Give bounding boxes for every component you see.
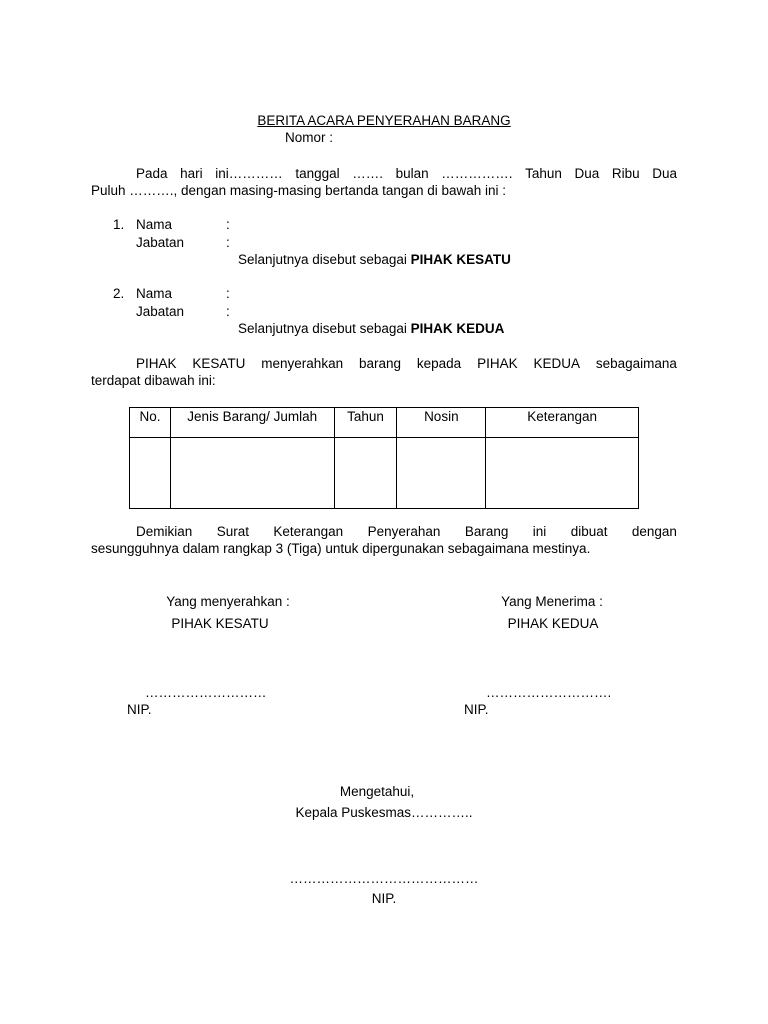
intro-word: hari xyxy=(180,166,203,181)
table-cell-tahun xyxy=(334,438,397,509)
closing-word: Surat xyxy=(216,524,249,539)
party1-jabatan-colon: : xyxy=(226,235,230,250)
table-header-row xyxy=(130,408,639,438)
party2-nama-colon: : xyxy=(226,286,230,301)
closing-word: dibuat xyxy=(570,524,608,539)
transfer-word: KESATU xyxy=(192,356,246,371)
right-nip-label: NIP. xyxy=(464,702,489,717)
intro-word: ……. xyxy=(352,166,383,181)
transfer-line-1 xyxy=(136,355,677,372)
right-signer-role: Yang Menerima : xyxy=(501,594,603,609)
intro-word: ini………… xyxy=(215,166,283,181)
acknowledge-signature-line: …………………………………… xyxy=(289,871,479,886)
party2-nama-label: Nama xyxy=(136,286,173,301)
closing-word: Penyerahan xyxy=(367,524,441,539)
transfer-word: sebagaimana xyxy=(595,356,677,371)
transfer-line-2: terdapat dibawah ini: xyxy=(91,373,216,388)
closing-word: Barang xyxy=(464,524,509,539)
intro-line-2: Puluh ………., dengan masing-masing bertanda tangan di bawah ini : xyxy=(91,183,506,198)
transfer-word: kepada xyxy=(416,356,462,371)
closing-word: Keterangan xyxy=(273,524,344,539)
table-header-no: No. xyxy=(130,408,171,438)
intro-line-1 xyxy=(136,165,677,182)
transfer-word: PIHAK xyxy=(136,356,177,371)
party2-designation-prefix: Selanjutnya disebut sebagai xyxy=(238,321,407,336)
table-header-tahun: Tahun xyxy=(334,408,397,438)
party1-designation xyxy=(238,251,511,268)
items-table xyxy=(129,407,639,509)
document-number-label: Nomor : xyxy=(285,130,334,145)
closing-line-1 xyxy=(136,523,677,540)
intro-word: tanggal xyxy=(295,166,340,181)
acknowledge-label: Mengetahui, xyxy=(339,784,415,799)
party1-designation-prefix: Selanjutnya disebut sebagai xyxy=(238,252,407,267)
table-cell-keterangan xyxy=(486,438,639,509)
right-signer-party: PIHAK KEDUA xyxy=(507,616,599,631)
table-header-jenis-barang: Jenis Barang/ Jumlah xyxy=(170,408,334,438)
acknowledge-nip-label: NIP. xyxy=(371,891,397,906)
intro-word: Tahun xyxy=(525,166,562,181)
left-signer-role: Yang menyerahkan : xyxy=(166,594,290,609)
closing-word: ini xyxy=(532,524,547,539)
party1-designation-name: PIHAK KESATU xyxy=(410,252,511,267)
intro-word: Dua xyxy=(574,166,600,181)
table-cell-jenis-barang xyxy=(170,438,334,509)
intro-word: ……………. xyxy=(441,166,513,181)
table-header-nosin: Nosin xyxy=(397,408,486,438)
transfer-word: menyerahkan xyxy=(261,356,344,371)
table-row xyxy=(130,438,639,509)
closing-line-2: sesungguhnya dalam rangkap 3 (Tiga) untuk dipergunakan sebagaimana mestinya. xyxy=(91,541,591,556)
right-signature-line: ………………………. xyxy=(486,685,612,700)
table-cell-no xyxy=(130,438,171,509)
party1-nama-label: Nama xyxy=(136,217,173,232)
table-header-keterangan: Keterangan xyxy=(486,408,639,438)
left-nip-label: NIP. xyxy=(127,702,152,717)
transfer-word: PIHAK xyxy=(477,356,518,371)
intro-word: Ribu xyxy=(611,166,640,181)
party2-jabatan-colon: : xyxy=(226,304,230,319)
intro-word: Dua xyxy=(652,166,677,181)
party2-number: 2. xyxy=(113,286,125,301)
table-cell-nosin xyxy=(397,438,486,509)
party2-designation xyxy=(238,320,504,337)
party1-nama-colon: : xyxy=(226,217,230,232)
party1-jabatan-label: Jabatan xyxy=(136,235,185,250)
left-signature-line: ……………………… xyxy=(145,685,267,700)
acknowledge-position: Kepala Puskesmas………….. xyxy=(295,805,473,820)
closing-word: dengan xyxy=(631,524,677,539)
transfer-word: barang xyxy=(358,356,402,371)
party2-designation-name: PIHAK KEDUA xyxy=(410,321,505,336)
intro-word: Pada xyxy=(136,166,168,181)
left-signer-party: PIHAK KESATU xyxy=(171,616,269,631)
document-title: BERITA ACARA PENYERAHAN BARANG xyxy=(257,113,511,128)
party1-number: 1. xyxy=(113,217,125,232)
closing-word: Demikian xyxy=(136,524,193,539)
party2-jabatan-label: Jabatan xyxy=(136,304,185,319)
transfer-word: KEDUA xyxy=(533,356,580,371)
intro-word: bulan xyxy=(395,166,429,181)
